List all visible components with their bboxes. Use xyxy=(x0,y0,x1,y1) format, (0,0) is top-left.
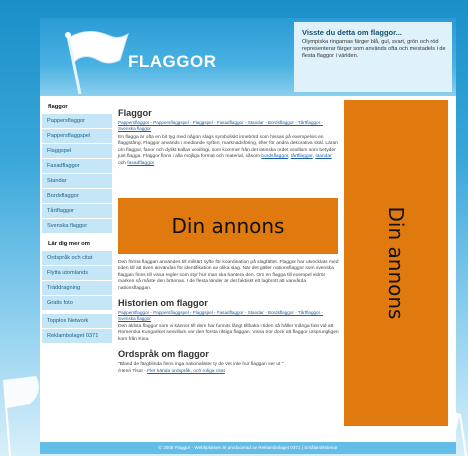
ad-banner-wide[interactable] xyxy=(118,198,338,254)
quote-author-line: /Henri Tisot - Fler kända ordspråk, och roliga citat xyxy=(118,368,225,374)
heading-historien: Historien om flaggor xyxy=(118,298,208,309)
sidebar-item-flytta-utomlands[interactable]: Flytta utomlands xyxy=(42,266,112,280)
sidebar-item-traddragning[interactable]: Träddragning xyxy=(42,281,112,295)
intro-paragraph: En flagga är ofta en bit tyg med någon slags symboliskt innebörd som hissas på exempelvis en flaggstång. Flaggor används i mediande syften, marknadsföring, eller för andra dekorativa skäl. Läran om flaggor, fanor och dylikt kallas vexillogi, som kommer från det latinska ordet vexillum som betyder just flagga. Flaggor finns i alla möjliga format och material, såsom bordsflaggor, tårtflaggor, standar och fasadflaggor xyxy=(118,135,338,166)
sidebar-item-svenska-flaggor[interactable]: Svenska flaggor xyxy=(42,219,112,233)
main-content xyxy=(118,100,342,446)
sidebar xyxy=(42,100,112,446)
sidebar-item-flaggspel[interactable]: Flaggspel xyxy=(42,144,112,158)
category-links-2[interactable]: Pappersflaggor - Pappersflaggspel - Flaggspel - Fasadflaggor - Standar - Bordsflaggor - Tårtflaggor - Svenska flaggor xyxy=(118,310,323,321)
sidebar-item-pappersflaggspel[interactable]: Pappersflaggspel xyxy=(42,129,112,143)
history-paragraph: Den första flaggan användes till militärt syfte för koordination på slagfältet. Flaggor har utvecklats med tiden till att även användas för identifikation av olika slag. När det gäller nationsflaggor som svenska flaggan finns till vissa regler som styr hur man ska hantera den. Om en flagga till exempel vidrör marken så måste den brännas. I de flesta länder är det faktiskt ett lagbrott att vanvårda nationsflaggan. xyxy=(118,260,339,291)
page-container xyxy=(40,18,456,454)
ad-banner-tall[interactable] xyxy=(344,100,448,426)
footer-text: © 2008 Flaggor - Webbplatsen är producerad av Reklambolaget 0371 | Smålandsstenar xyxy=(158,445,338,450)
footer xyxy=(40,442,456,454)
link-fasadflaggor[interactable]: fasadflaggor xyxy=(127,160,155,166)
link-tartflaggor[interactable]: tårtflaggor xyxy=(290,154,313,160)
quote-text: "Bland de färgblinda finns inga nationalister ty de vet inte hur flaggan ser ut " xyxy=(118,362,284,368)
link-more-quotes[interactable]: Fler kända ordspråk, och roliga citat xyxy=(147,368,225,374)
ad-banner-wide-text: Din annons xyxy=(171,214,285,238)
heading-flaggor: Flaggor xyxy=(118,108,152,118)
flag-logo-icon[interactable] xyxy=(58,24,138,94)
link-bordsflaggor[interactable]: bordsflaggor xyxy=(261,154,289,160)
sidebar-section-title-lar-dig-mer: Lär dig mer om xyxy=(48,241,90,247)
sidebar-item-reklambolaget[interactable]: Reklambolaget 0371 xyxy=(42,329,112,343)
sidebar-item-topplox-network[interactable]: Topplox Network xyxy=(42,314,112,328)
did-you-know-text: Olympiska ringarnas färger blå, gul, svart, grön och röd representerar färger som används ofta och mestadels i de flesta flaggor i världen. xyxy=(302,39,446,59)
sidebar-item-standar[interactable]: Standar xyxy=(42,174,112,188)
sidebar-item-bordsflaggor[interactable]: Bordsflaggor xyxy=(42,189,112,203)
category-links[interactable]: Pappersflaggor - Pappersflaggspel - Flaggspel - Fasadflaggor - Standar - Bordsflaggor - Tårtflaggor - Svenska flaggor xyxy=(118,120,323,131)
sidebar-item-fasadflaggor[interactable]: Fasadflaggor xyxy=(42,159,112,173)
sidebar-item-pappersflaggor[interactable]: Pappersflaggor xyxy=(42,114,112,128)
did-you-know-box xyxy=(294,22,452,92)
history-text: Den äldsta flaggor som vi känner till dem har funnits långt tillbaka i tiden så håller många fast vid att Romerska Kungariket sexvillum var den första riktiga flaggan. Vissa tror dock att flaggor ursprungligen kom från Kina. xyxy=(118,324,339,342)
ad-banner-tall-text: Din annons xyxy=(384,206,408,320)
header xyxy=(40,18,456,96)
did-you-know-title: Visste du detta om flaggor... xyxy=(302,28,402,37)
sidebar-item-ordsprak[interactable]: Ordspråk och citat xyxy=(42,251,112,265)
site-title[interactable]: FLAGGOR xyxy=(128,52,217,71)
sidebar-item-tartflaggor[interactable]: Tårtflaggor xyxy=(42,204,112,218)
link-standar[interactable]: standar xyxy=(315,154,332,160)
heading-ordsprak: Ordspråk om flaggor xyxy=(118,349,209,360)
sidebar-section-title-flaggor: flaggor xyxy=(48,104,68,110)
sidebar-item-gratis-foto[interactable]: Gratis foto xyxy=(42,296,112,310)
